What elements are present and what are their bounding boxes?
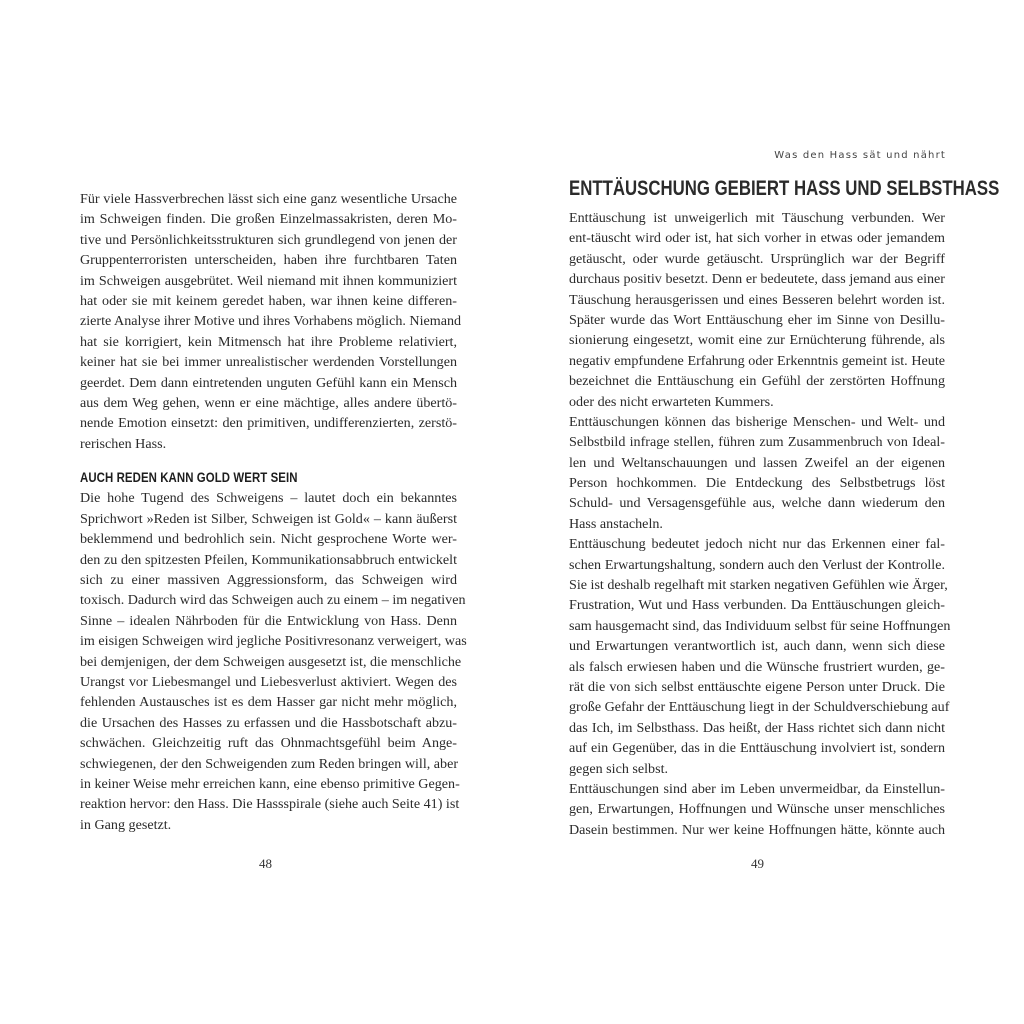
text-line: reaktion hervor: den Hass. Die Hassspirale (siehe auch Seite 41) ist <box>80 796 460 813</box>
left-text-column <box>80 189 467 835</box>
text-line: Sinne – idealen Nährboden für die Entwicklung von Hass. Denn <box>80 612 457 629</box>
paragraph <box>80 189 462 454</box>
text-line: Für viele Hassverbrechen lässt sich eine ganz wesentliche Ursache <box>80 191 457 207</box>
text-line: hat sie korrigiert, kein Mitmensch hat ihre Probleme relativiert, <box>80 333 457 350</box>
paragraph-gap <box>80 454 457 468</box>
text-line: Später wurde das Wort Enttäuschung eher im Sinne von Desillu- <box>569 311 945 328</box>
text-line: schwächen. Gleichzeitig ruft das Ohnmachtsgefühl beim Ange- <box>80 735 457 752</box>
paragraph <box>569 412 945 534</box>
text-line: Enttäuschung ist unweigerlich mit Täuschung verbunden. Wer <box>569 210 945 226</box>
text-line: schwiegenen, der den Schweigenden zum Reden bringen will, aber <box>80 755 459 772</box>
text-line: getäuscht, oder wurde getäuscht. Ursprünglich war der Begriff <box>569 250 945 267</box>
text-line: Enttäuschungen können das bisherige Menschen- und Welt- und <box>569 413 945 430</box>
right-page <box>512 0 1024 1024</box>
text-line: tive und Persönlichkeitsstrukturen sich grundlegend von jenen der <box>80 231 457 248</box>
text-line: Selbstbild infrage stellen, führen zum Zusammenbruch von Ideal- <box>569 434 945 451</box>
text-line: zierte Analyse ihrer Motive und ihres Vorhabens möglich. Niemand <box>80 313 462 330</box>
text-line: sich zu einer massiven Aggressionsform, das Schweigen wird <box>80 572 457 589</box>
paragraph <box>80 488 467 835</box>
text-line: im eisigen Schweigen wird jegliche Positivresonanz verweigert, was <box>80 633 467 650</box>
text-line: len und Weltanschauungen und lassen Zweifel an der eigenen <box>569 454 945 471</box>
running-head: Was den Hass sät und nährt <box>774 150 946 161</box>
text-line: bezeichnet die Enttäuschung ein Gefühl der zerstörten Hoffnung <box>569 373 945 390</box>
text-line: Die hohe Tugend des Schweigens – lautet doch ein bekanntes <box>80 490 457 507</box>
section-subheading: AUCH REDEN KANN GOLD WERT SEIN <box>80 470 298 486</box>
text-line: sionierung eingesetzt, womit eine zur Ernüchterung führende, als <box>569 332 945 349</box>
text-line: negativ empfundene Erfahrung oder Erkenntnis gemeint ist. Heute <box>569 352 945 369</box>
text-line: Frustration, Wut und Hass verbunden. Da Enttäuschungen gleich- <box>569 597 945 614</box>
text-line: gen, Erwartungen, Hoffnungen und Wünsche unser menschliches <box>569 801 945 818</box>
text-line: beklemmend und bedrohlich sein. Nicht gesprochene Worte wer- <box>80 531 457 548</box>
paragraph <box>569 208 945 412</box>
text-line: bei demjenigen, der dem Schweigen ausgesetzt ist, die menschliche <box>80 653 462 670</box>
text-line: Enttäuschungen sind aber im Leben unvermeidbar, da Einstellun- <box>569 780 945 797</box>
text-line: keiner hat sie bei immer unrealistischer werdenden Vorstellungen <box>80 354 457 371</box>
text-line: rät die von sich selbst enttäuschte eigene Person unter Druck. Die <box>569 678 945 695</box>
text-line: Täuschung herausgerissen und eines Besseren belehrt worden ist. <box>569 291 945 308</box>
text-line: Urangst vor Liebesmangel und Liebesverlust aktiviert. Wegen des <box>80 673 457 690</box>
text-line: Person hochkommen. Die Entdeckung des Selbstbetrugs löst <box>569 475 945 492</box>
text-line: Sie ist deshalb regelhaft mit starken negativen Gefühlen wie Ärger, <box>569 577 948 594</box>
text-line: Schuld- und Versagensgefühle aus, welche dann wiederum den <box>569 495 945 512</box>
text-line: im Schweigen ausgebrütet. Weil niemand mit ihnen kommuniziert <box>80 272 457 289</box>
text-line: in Gang gesetzt. <box>80 816 172 833</box>
text-line: oder des nicht erwarteten Kummers. <box>569 393 774 410</box>
paragraph <box>569 534 951 779</box>
text-line: sam hausgemacht sind, das Individuum selbst für seine Hoffnungen <box>569 617 951 634</box>
text-line: nende Emotion einsetzt: den primitiven, undifferenzierten, zerstö- <box>80 415 457 432</box>
text-line: ent-täuscht wird oder ist, hat sich vorher in etwas oder jemandem <box>569 230 945 247</box>
text-line: Enttäuschung bedeutet jedoch nicht nur das Erkennen einer fal- <box>569 536 945 553</box>
text-line: die Ursachen des Hasses zu erfassen und die Hassbotschaft abzu- <box>80 714 457 731</box>
text-line: Dasein bestimmen. Nur wer keine Hoffnungen hätte, könnte auch <box>569 821 945 838</box>
text-line: den zu den spitzesten Pfeilen, Kommunikationsabbruch entwickelt <box>80 551 457 568</box>
text-line: und Erwartungen verantwortlich ist, auch dann, wenn sich diese <box>569 638 945 655</box>
text-line: als falsch erwiesen haben und die Wünsche frustriert wurden, ge- <box>569 658 945 675</box>
text-line: im Schweigen finden. Die großen Einzelmassakristen, deren Mo- <box>80 211 457 228</box>
right-text-column <box>569 208 951 840</box>
text-line: gegen sich selbst. <box>569 760 669 777</box>
text-line: toxisch. Dadurch wird das Schweigen auch zu einem – im negativen <box>80 592 466 609</box>
page-number: 48 <box>259 856 272 871</box>
text-line: auf ein Gegenüber, das in die Enttäuschung involviert ist, sondern <box>569 740 945 757</box>
text-line: große Gefahr der Enttäuschung liegt in der Schuldverschiebung auf <box>569 699 950 716</box>
text-line: hat oder sie mit keinem geredet haben, war ihnen keine differen- <box>80 292 457 309</box>
text-line: Sprichwort »Reden ist Silber, Schweigen ist Gold« – kann äußerst <box>80 510 457 527</box>
text-line: schen Erwartungshaltung, sondern auch den Verlust der Kontrolle. <box>569 556 945 573</box>
text-line: das Ich, im Selbsthass. Das heißt, der Hass richtet sich dann nicht <box>569 719 945 736</box>
text-line: fehlenden Austausches ist es dem Hasser gar nicht mehr möglich, <box>80 694 457 711</box>
text-line: aus dem Weg gehen, wenn er eine mächtige, alles andere übertö- <box>80 394 457 411</box>
page-number: 49 <box>751 856 764 871</box>
text-line: Gruppenterroristen unterscheiden, haben ihre furchtbaren Taten <box>80 252 457 269</box>
paragraph <box>569 779 945 840</box>
text-line: geerdet. Dem dann eintretenden unguten Gefühl kann ein Mensch <box>80 374 457 391</box>
chapter-title: ENTTÄUSCHUNG GEBIERT HASS UND SELBSTHASS <box>569 177 1000 200</box>
text-line: Hass anstacheln. <box>569 515 663 532</box>
text-line: durchaus positiv besetzt. Denn er bedeutete, dass jemand aus einer <box>569 271 945 288</box>
text-line: in keiner Weise mehr erreichen kann, eine ebenso primitive Gegen- <box>80 775 460 792</box>
text-line: rerischen Hass. <box>80 435 167 452</box>
